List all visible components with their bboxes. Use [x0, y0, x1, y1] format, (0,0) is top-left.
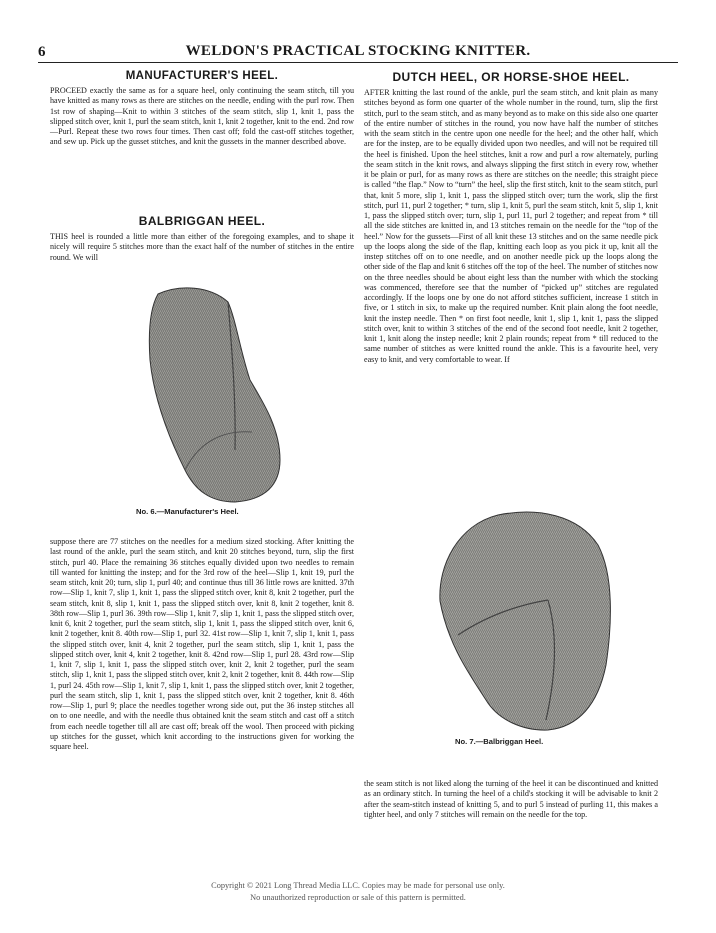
- section-title: DUTCH HEEL, OR HORSE-SHOE HEEL.: [392, 70, 630, 84]
- copyright-line: Copyright © 2021 Long Thread Media LLC. Copies may be made for personal use only.: [211, 881, 505, 890]
- section-body: PROCEED exactly the same as for a square heel, only continuing the seam stitch, till you have knitted as many rows as there are stitches on the needle, ending with the purl row. Then 1st row of shaping—Knit to within 3 stitches of the seam stitch, slip 1, knit 1, pass the slipped stitch over, knit 1, purl the seam stitch, knit 1, knit 2 together, knit to the end. 2nd row—Purl. Repeat these two rows four times. Then cast off; fold the cast-off stitches together, and sew up. Pick up the gusset stitches, and knit the gussets in the manner described above.: [50, 86, 354, 147]
- section-title: MANUFACTURER'S HEEL.: [125, 70, 279, 82]
- balbriggan-heel-section: [50, 214, 354, 263]
- page-number: 6: [38, 44, 46, 60]
- section-title: BALBRIGGAN HEEL.: [138, 214, 266, 228]
- balbriggan-heel-illustration: [428, 505, 616, 735]
- header-rule: [38, 62, 678, 63]
- figure-7-caption: No. 7.—Balbriggan Heel.: [455, 737, 544, 746]
- section-body: THIS heel is rounded a little more than either of the foregoing examples, and to shape it nicely will require 5 stitches more than the exact half of the number of stitches in the entire round. We will: [50, 232, 354, 262]
- dutch-heel-continued: [364, 779, 658, 820]
- section-body: suppose there are 77 stitches on the needles for a medium sized stocking. After knitting the last round of the ankle, purl the seam stitch, and knit 20 stitches beyond, turn, slip the first stitch, purl 40. Place the remaining 36 stitches equally divided upon two needles to remain till wanted for knitting the instep; and for the 3rd row of the heel—Slip 1, knit 19, purl the seam stitch, knit 20; turn, slip 1, purl 40; and continue thus till 36 little rows are knitted. 37th row—Slip 1, knit 7, slip 1, knit 1, pass the slipped stitch over, knit 8, knit 2 together, purl the seam stitch, knit 8, slip 1, knit 1, pass the slipped stitch over, knit 8, knit 2 together, knit 8. 38th row—Slip 1, purl 36. 39th row—Slip 1, knit 7, slip 1, knit 1, pass the slipped stitch over, knit 6, knit 2 together, purl the seam stitch, slip 1, knit 1, pass the slipped stitch over, knit 6, knit 2 together, knit 8. 40th row—Slip 1, purl 32. 41st row—Slip 1, knit 7, slip 1, knit 1, pass the slipped stitch over, knit 4, knit 2 together, purl the seam stitch, slip 1, knit 1, pass the slipped stitch over, knit 4, knit 2 together, knit 8. 42nd row—Slip 1, purl 28. 43rd row—Slip 1, knit 7, slip 1, knit 1, pass the slipped stitch over, knit 2, knit 2 together, purl the seam stitch, slip 1, knit 1, pass the slipped stitch over, knit 2, knit 2 together, knit 8. 44th row—Slip 1, purl 24. 45th row—Slip 1, knit 7, slip 1, knit 1, pass the slipped stitch over, knit 2 together, purl the seam stitch, slip 1, knit 1, pass the slipped stitch over, knit 2 together, knit 8. 46th row—Slip 1, purl 9; place the needles together wrong side out, put the 36 instep stitches all on to one needle, and with the needle thus obtained knit the seam stitch and cast off a stitch from each needle together till all are cast off; break off the wool. Then proceed with picking up stitches for the gusset, which knit according to the instructions given for working the square heel.: [50, 537, 354, 751]
- running-head: WELDON'S PRACTICAL STOCKING KNITTER.: [185, 43, 531, 59]
- figure-6-caption: No. 6.—Manufacturer's Heel.: [136, 507, 239, 516]
- manufacturers-heel-section: [50, 70, 354, 148]
- reproduction-notice: No unauthorized reproduction or sale of this pattern is permitted.: [250, 893, 466, 902]
- balbriggan-heel-continued: [50, 537, 354, 752]
- section-body: the seam stitch is not liked along the turning of the heel it can be discontinued and knitted as an ordinary stitch. In turning the heel of a child's stocking it will be advisable to knit 2 after the seam-stitch instead of knitting 5, and to purl 5 instead of purling 11, this makes a tighter heel, and only 7 stitches will remain on the needle for the top.: [364, 779, 658, 819]
- dutch-heel-section: [364, 70, 658, 365]
- section-body: AFTER knitting the last round of the ankle, purl the seam stitch, and knit plain as many stitches beyond as form one quarter of the whole number in the round, turn, slip the first stitch, purl to the seam stitch, and as many beyond as to make on this side also one quarter of the entire number of stitches in the round, you now have half the number of stitches with the seam stitch in the centre upon one needle for the heel; and the other half, which are for the instep, are to be equally divided upon two needles, and will not be required till the heel is finished. Upon the heel stitches, knit a row and purl a row alternately, purling the seam stitch in the knit rows, and always slipping the first stitch in every row, whether it be plain or purl, for as many rows as there are stitches on the needle; this straight piece is called “the flap.” Now to “turn” the heel, slip the first stitch, knit to the seam stitch, purl that, knit 5 more, slip 1, knit 1, pass the slipped stitch over; turn the work, slip the first stitch, purl 11, purl 2 together; * turn, slip 1, knit 5, purl the seam stitch, knit 5, slip 1, knit 1, pass the slipped stitch over; turn, slip 1, purl 11, purl 2 together; and repeat from * till all the side stitches are knitted in, and 13 stitches remain on the needle for the “top of the heel.” Now for the gussets—First of all knit these 13 stitches and on the same needle pick up the loops along the side of the flap, knitting each loop as you pick it up, knit all the instep stitches off on to one needle, and on another needle pick up the loops along the other side of the flap and knit 6 stitches off the top of the heel. The number of stitches now on the three needles should be about eight less than the number with which the stocking was commenced, therefore see that the number of “picked up” stitches are regulated accordingly. If the loops one by one do not afford stitches sufficient, increase 1 stitch in five, or 1 stitch in six, to make up the required number. Knit plain along the foot needle, knit the instep needle. Then * on first foot needle, knit 1, slip 1, knit 1, pass the slipped stitch over, knit to within 3 stitches of the end of the second foot needle, knit 2 together, knit 1, knit along the instep needle; knit 2 plain rounds; repeat from * till reduced to the same number of stitches as were knitted round the ankle. This is a favourite heel, very easy to knit, and very comfortable to wear. If: [364, 88, 658, 364]
- manufacturers-heel-illustration: [140, 280, 290, 505]
